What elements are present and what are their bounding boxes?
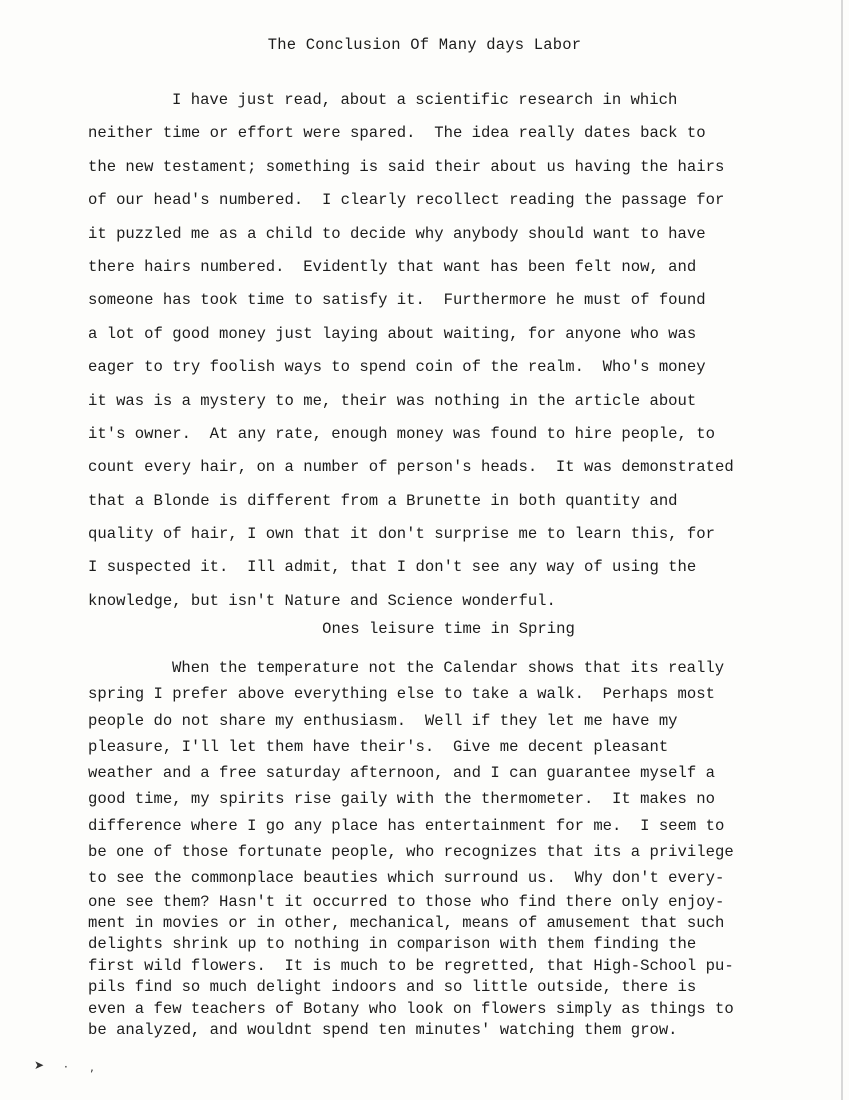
text-line: be analyzed, and wouldnt spend ten minutes' watching them grow. bbox=[88, 1021, 678, 1040]
essay-spring-leisure bbox=[88, 655, 798, 1041]
text-line: I suspected it. Ill admit, that I don't see any way of using the bbox=[88, 558, 697, 577]
text-line: a lot of good money just laying about waiting, for anyone who was bbox=[88, 324, 697, 343]
text-line: it was is a mystery to me, their was nothing in the article about bbox=[88, 391, 697, 410]
ink-speck-mark: , bbox=[90, 1060, 94, 1074]
text-line: knowledge, but isn't Nature and Science wonderful. bbox=[88, 591, 556, 610]
text-line: difference where I go any place has entertainment for me. I seem to bbox=[88, 816, 725, 835]
text-line: first wild flowers. It is much to be regretted, that High-School pu- bbox=[88, 956, 734, 975]
text-line: weather and a free saturday afternoon, and I can guarantee myself a bbox=[88, 764, 715, 783]
text-line: quality of hair, I own that it don't surprise me to learn this, for bbox=[88, 525, 715, 544]
text-line: there hairs numbered. Evidently that want has been felt now, and bbox=[88, 257, 697, 276]
text-line: spring I prefer above everything else to take a walk. Perhaps most bbox=[88, 685, 715, 704]
section-subtitle: Ones leisure time in Spring bbox=[322, 620, 575, 638]
text-line: I have just read, about a scientific research in which bbox=[172, 91, 678, 109]
text-line: pils find so much delight indoors and so little outside, there is bbox=[88, 978, 697, 997]
text-line: pleasure, I'll let them have their's. Give me decent pleasant bbox=[88, 737, 669, 756]
scan-edge-mark bbox=[841, 0, 843, 1100]
essay-hair-research bbox=[88, 84, 788, 618]
text-line: When the temperature not the Calendar shows that its really bbox=[172, 659, 725, 677]
text-line: neither time or effort were spared. The idea really dates back to bbox=[88, 124, 706, 143]
text-line: be one of those fortunate people, who recognizes that its a privilege bbox=[88, 843, 734, 862]
text-line: eager to try foolish ways to spend coin of the realm. Who's money bbox=[88, 358, 706, 377]
text-line: it puzzled me as a child to decide why anybody should want to have bbox=[88, 224, 706, 243]
text-line: that a Blonde is different from a Brunette in both quantity and bbox=[88, 491, 678, 510]
text-line: the new testament; something is said their about us having the hairs bbox=[88, 157, 725, 176]
ink-speck-mark: · bbox=[64, 1060, 68, 1074]
page-title: The Conclusion Of Many days Labor bbox=[267, 36, 582, 54]
text-line: people do not share my enthusiasm. Well if they let me have my bbox=[88, 711, 678, 730]
text-line: count every hair, on a number of person's heads. It was demonstrated bbox=[88, 458, 734, 477]
text-line: someone has took time to satisfy it. Furthermore he must of found bbox=[88, 291, 706, 310]
text-line: one see them? Hasn't it occurred to those who find there only enjoy- bbox=[88, 892, 725, 911]
text-line: delights shrink up to nothing in comparison with them finding the bbox=[88, 935, 697, 954]
text-line: to see the commonplace beauties which surround us. Why don't every- bbox=[88, 869, 725, 888]
text-line: it's owner. At any rate, enough money was found to hire people, to bbox=[88, 424, 715, 443]
ink-speck-mark: ➤ bbox=[34, 1058, 45, 1072]
text-line: of our head's numbered. I clearly recollect reading the passage for bbox=[88, 191, 725, 210]
text-line: good time, my spirits rise gaily with the thermometer. It makes no bbox=[88, 790, 715, 809]
text-line: even a few teachers of Botany who look on flowers simply as things to bbox=[88, 999, 734, 1018]
text-line: ment in movies or in other, mechanical, means of amusement that such bbox=[88, 914, 725, 933]
